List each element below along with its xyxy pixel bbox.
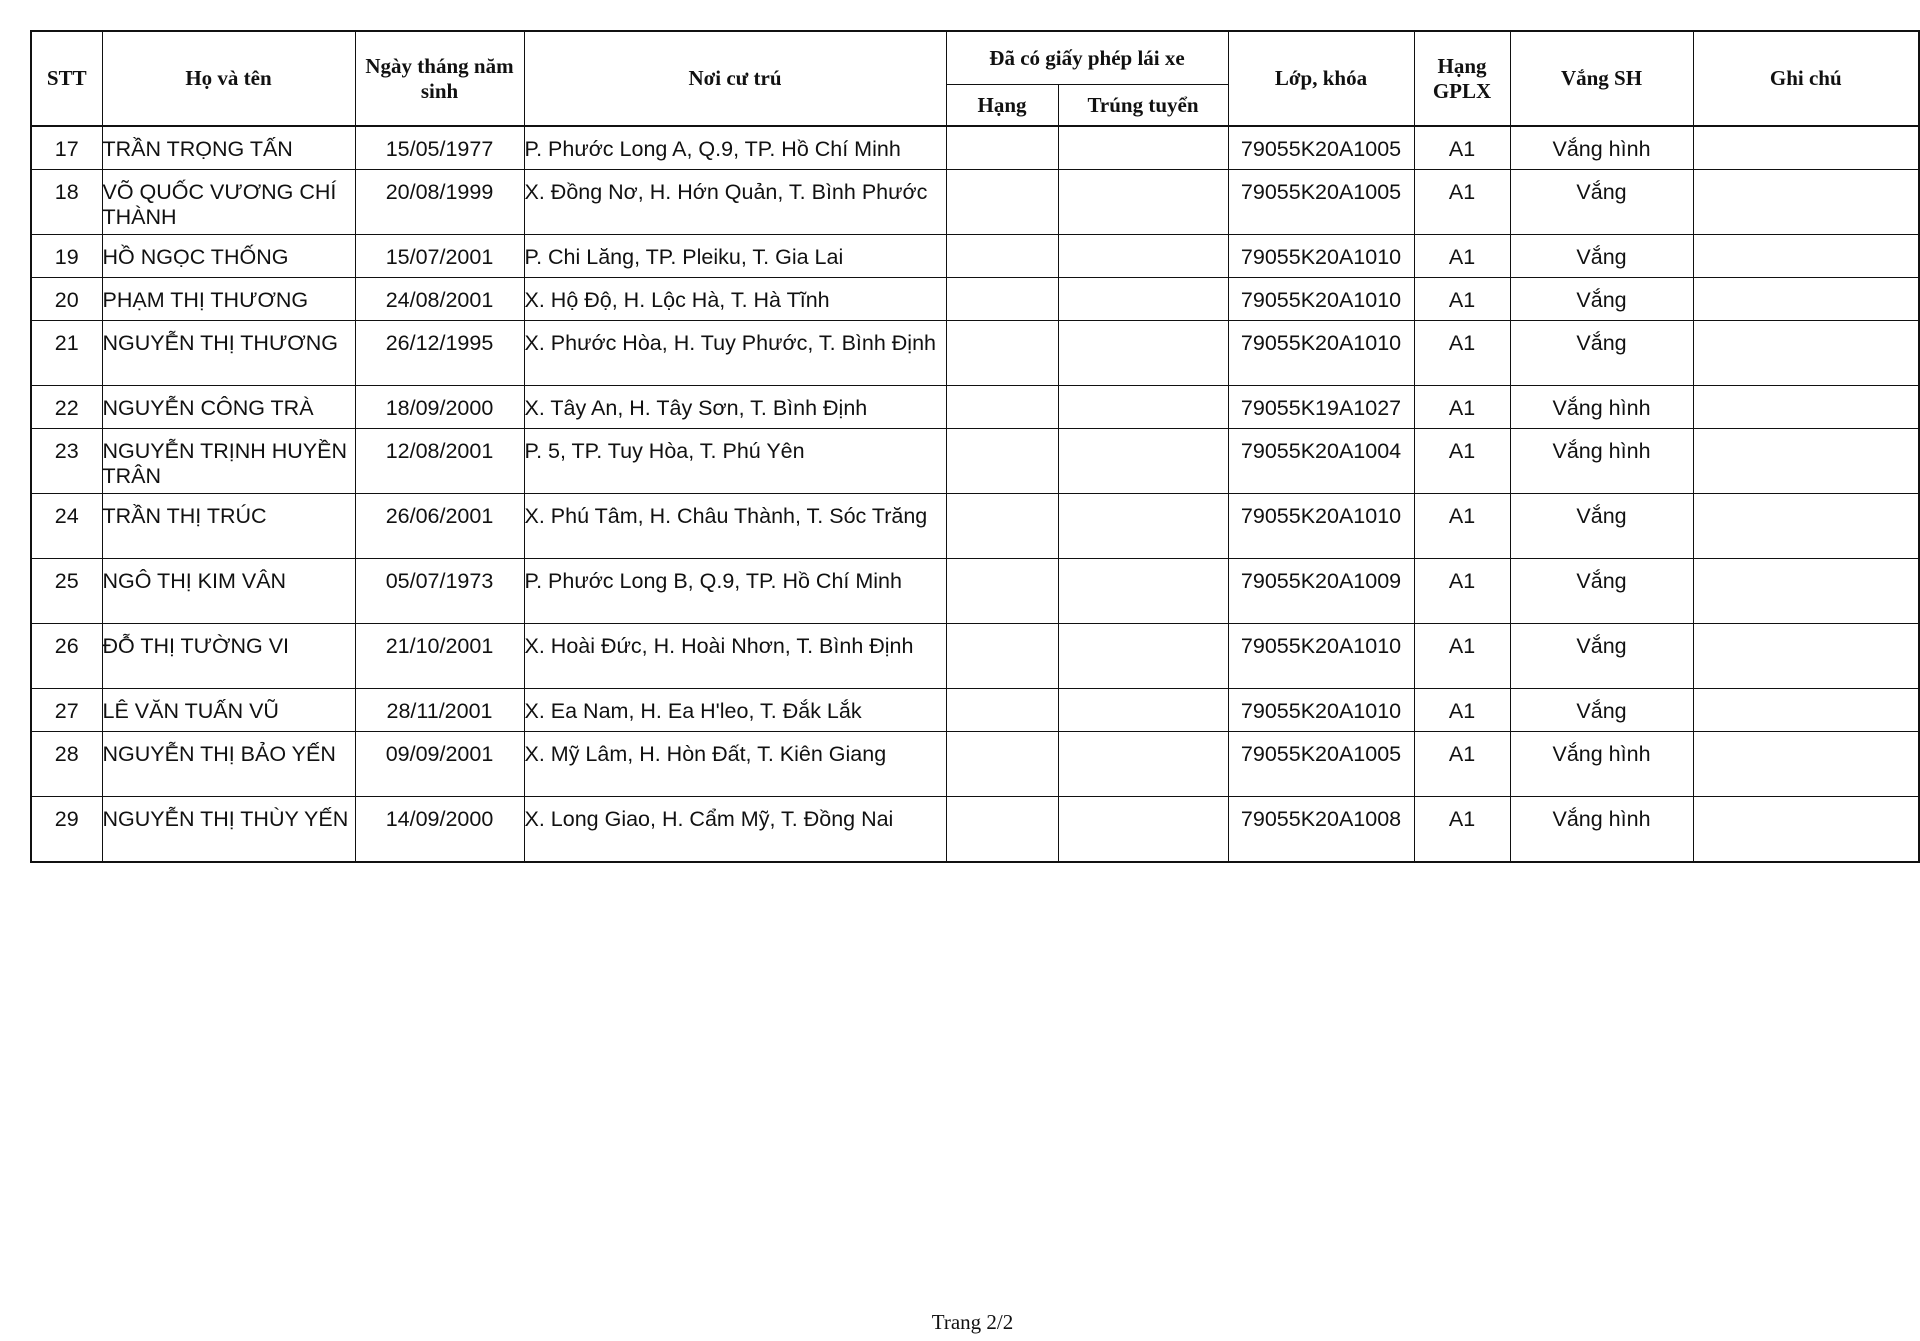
cell-address: X. Phước Hòa, H. Tuy Phước, T. Bình Định [524, 321, 946, 386]
cell-address: P. Phước Long A, Q.9, TP. Hồ Chí Minh [524, 126, 946, 170]
table-header [31, 31, 1919, 126]
cell-license-passed [1058, 235, 1228, 278]
cell-name: VÕ QUỐC VƯƠNG CHÍ THÀNH [102, 170, 355, 235]
cell-class: 79055K20A1005 [1228, 126, 1414, 170]
cell-gplx-rank: A1 [1414, 321, 1510, 386]
cell-license-rank [946, 278, 1058, 321]
cell-license-rank [946, 689, 1058, 732]
cell-stt: 23 [31, 429, 102, 494]
cell-address: X. Hoài Đức, H. Hoài Nhơn, T. Bình Định [524, 624, 946, 689]
header-note: Ghi chú [1693, 31, 1919, 126]
cell-name: NGUYỄN CÔNG TRÀ [102, 386, 355, 429]
table-row [31, 494, 1919, 559]
cell-class: 79055K20A1010 [1228, 278, 1414, 321]
cell-note [1693, 235, 1919, 278]
header-license-rank: Hạng [946, 85, 1058, 127]
cell-stt: 28 [31, 732, 102, 797]
cell-stt: 25 [31, 559, 102, 624]
cell-class: 79055K20A1010 [1228, 494, 1414, 559]
cell-class: 79055K20A1005 [1228, 170, 1414, 235]
cell-dob: 14/09/2000 [355, 797, 524, 863]
absence-roster-table [30, 30, 1920, 863]
header-gplx-rank: Hạng GPLX [1414, 31, 1510, 126]
cell-gplx-rank: A1 [1414, 624, 1510, 689]
cell-dob: 12/08/2001 [355, 429, 524, 494]
cell-note [1693, 732, 1919, 797]
cell-stt: 26 [31, 624, 102, 689]
cell-gplx-rank: A1 [1414, 170, 1510, 235]
cell-license-passed [1058, 797, 1228, 863]
cell-class: 79055K19A1027 [1228, 386, 1414, 429]
cell-license-passed [1058, 732, 1228, 797]
cell-dob: 21/10/2001 [355, 624, 524, 689]
cell-class: 79055K20A1005 [1228, 732, 1414, 797]
cell-license-passed [1058, 559, 1228, 624]
cell-name: NGUYỄN TRỊNH HUYỀN TRÂN [102, 429, 355, 494]
cell-name: NGÔ THỊ KIM VÂN [102, 559, 355, 624]
table-body [31, 126, 1919, 862]
cell-gplx-rank: A1 [1414, 278, 1510, 321]
cell-stt: 29 [31, 797, 102, 863]
cell-stt: 20 [31, 278, 102, 321]
cell-license-rank [946, 235, 1058, 278]
cell-dob: 26/06/2001 [355, 494, 524, 559]
cell-name: PHẠM THỊ THƯƠNG [102, 278, 355, 321]
cell-note [1693, 126, 1919, 170]
cell-license-rank [946, 559, 1058, 624]
header-license-passed: Trúng tuyển [1058, 85, 1228, 127]
cell-absent: Vắng hình [1510, 732, 1693, 797]
cell-name: HỒ NGỌC THỐNG [102, 235, 355, 278]
cell-dob: 20/08/1999 [355, 170, 524, 235]
cell-dob: 18/09/2000 [355, 386, 524, 429]
cell-license-rank [946, 494, 1058, 559]
table-row [31, 126, 1919, 170]
cell-stt: 24 [31, 494, 102, 559]
cell-gplx-rank: A1 [1414, 732, 1510, 797]
cell-absent: Vắng [1510, 278, 1693, 321]
cell-gplx-rank: A1 [1414, 559, 1510, 624]
document-sheet [30, 30, 1918, 863]
table-row [31, 689, 1919, 732]
header-class: Lớp, khóa [1228, 31, 1414, 126]
header-dob: Ngày tháng năm sinh [355, 31, 524, 126]
cell-dob: 15/05/1977 [355, 126, 524, 170]
cell-address: X. Long Giao, H. Cẩm Mỹ, T. Đồng Nai [524, 797, 946, 863]
cell-absent: Vắng [1510, 559, 1693, 624]
cell-note [1693, 278, 1919, 321]
cell-absent: Vắng [1510, 321, 1693, 386]
cell-name: LÊ VĂN TUẤN VŨ [102, 689, 355, 732]
table-row [31, 797, 1919, 863]
cell-license-passed [1058, 321, 1228, 386]
cell-gplx-rank: A1 [1414, 235, 1510, 278]
cell-absent: Vắng hình [1510, 429, 1693, 494]
cell-name: NGUYỄN THỊ THÙY YẾN [102, 797, 355, 863]
cell-class: 79055K20A1010 [1228, 235, 1414, 278]
header-absent: Vắng SH [1510, 31, 1693, 126]
cell-gplx-rank: A1 [1414, 429, 1510, 494]
cell-gplx-rank: A1 [1414, 126, 1510, 170]
cell-dob: 26/12/1995 [355, 321, 524, 386]
cell-stt: 17 [31, 126, 102, 170]
cell-license-passed [1058, 278, 1228, 321]
cell-address: P. Phước Long B, Q.9, TP. Hồ Chí Minh [524, 559, 946, 624]
cell-absent: Vắng [1510, 494, 1693, 559]
cell-license-passed [1058, 429, 1228, 494]
cell-stt: 19 [31, 235, 102, 278]
cell-address: P. 5, TP. Tuy Hòa, T. Phú Yên [524, 429, 946, 494]
cell-note [1693, 170, 1919, 235]
table-row [31, 321, 1919, 386]
cell-stt: 27 [31, 689, 102, 732]
cell-note [1693, 797, 1919, 863]
cell-gplx-rank: A1 [1414, 689, 1510, 732]
cell-absent: Vắng [1510, 624, 1693, 689]
cell-address: X. Đồng Nơ, H. Hớn Quản, T. Bình Phước [524, 170, 946, 235]
cell-name: TRẦN TRỌNG TẤN [102, 126, 355, 170]
cell-license-passed [1058, 386, 1228, 429]
cell-address: X. Mỹ Lâm, H. Hòn Đất, T. Kiên Giang [524, 732, 946, 797]
cell-name: NGUYỄN THỊ BẢO YẾN [102, 732, 355, 797]
table-row [31, 170, 1919, 235]
cell-address: X. Tây An, H. Tây Sơn, T. Bình Định [524, 386, 946, 429]
cell-address: X. Hộ Độ, H. Lộc Hà, T. Hà Tĩnh [524, 278, 946, 321]
cell-absent: Vắng [1510, 170, 1693, 235]
cell-address: X. Phú Tâm, H. Châu Thành, T. Sóc Trăng [524, 494, 946, 559]
cell-gplx-rank: A1 [1414, 386, 1510, 429]
cell-dob: 09/09/2001 [355, 732, 524, 797]
cell-class: 79055K20A1009 [1228, 559, 1414, 624]
cell-license-rank [946, 170, 1058, 235]
cell-address: P. Chi Lăng, TP. Pleiku, T. Gia Lai [524, 235, 946, 278]
table-row [31, 624, 1919, 689]
cell-dob: 15/07/2001 [355, 235, 524, 278]
cell-license-rank [946, 126, 1058, 170]
cell-absent: Vắng [1510, 689, 1693, 732]
cell-class: 79055K20A1010 [1228, 624, 1414, 689]
cell-address: X. Ea Nam, H. Ea H'leo, T. Đắk Lắk [524, 689, 946, 732]
cell-dob: 24/08/2001 [355, 278, 524, 321]
cell-license-passed [1058, 170, 1228, 235]
page-number: Trang 2/2 [931, 1310, 1014, 1334]
cell-dob: 05/07/1973 [355, 559, 524, 624]
table-row [31, 386, 1919, 429]
cell-note [1693, 494, 1919, 559]
cell-license-passed [1058, 494, 1228, 559]
cell-absent: Vắng hình [1510, 797, 1693, 863]
cell-license-passed [1058, 624, 1228, 689]
cell-license-rank [946, 624, 1058, 689]
cell-license-rank [946, 386, 1058, 429]
cell-license-rank [946, 321, 1058, 386]
cell-note [1693, 559, 1919, 624]
cell-name: NGUYỄN THỊ THƯƠNG [102, 321, 355, 386]
cell-note [1693, 429, 1919, 494]
table-row [31, 235, 1919, 278]
cell-class: 79055K20A1008 [1228, 797, 1414, 863]
cell-name: TRẦN THỊ TRÚC [102, 494, 355, 559]
cell-absent: Vắng [1510, 235, 1693, 278]
header-name: Họ và tên [102, 31, 355, 126]
table-row [31, 429, 1919, 494]
cell-stt: 21 [31, 321, 102, 386]
cell-absent: Vắng hình [1510, 386, 1693, 429]
header-license-group: Đã có giấy phép lái xe [946, 31, 1228, 85]
cell-gplx-rank: A1 [1414, 494, 1510, 559]
cell-note [1693, 321, 1919, 386]
cell-stt: 18 [31, 170, 102, 235]
cell-note [1693, 624, 1919, 689]
cell-license-rank [946, 732, 1058, 797]
header-stt: STT [31, 31, 102, 126]
cell-class: 79055K20A1010 [1228, 689, 1414, 732]
cell-gplx-rank: A1 [1414, 797, 1510, 863]
cell-note [1693, 386, 1919, 429]
table-row [31, 278, 1919, 321]
cell-note [1693, 689, 1919, 732]
cell-license-rank [946, 797, 1058, 863]
cell-license-rank [946, 429, 1058, 494]
cell-absent: Vắng hình [1510, 126, 1693, 170]
cell-name: ĐỖ THỊ TƯỜNG VI [102, 624, 355, 689]
cell-dob: 28/11/2001 [355, 689, 524, 732]
table-row [31, 732, 1919, 797]
cell-class: 79055K20A1004 [1228, 429, 1414, 494]
header-address: Nơi cư trú [524, 31, 946, 126]
cell-license-passed [1058, 689, 1228, 732]
cell-license-passed [1058, 126, 1228, 170]
cell-class: 79055K20A1010 [1228, 321, 1414, 386]
table-row [31, 559, 1919, 624]
cell-stt: 22 [31, 386, 102, 429]
